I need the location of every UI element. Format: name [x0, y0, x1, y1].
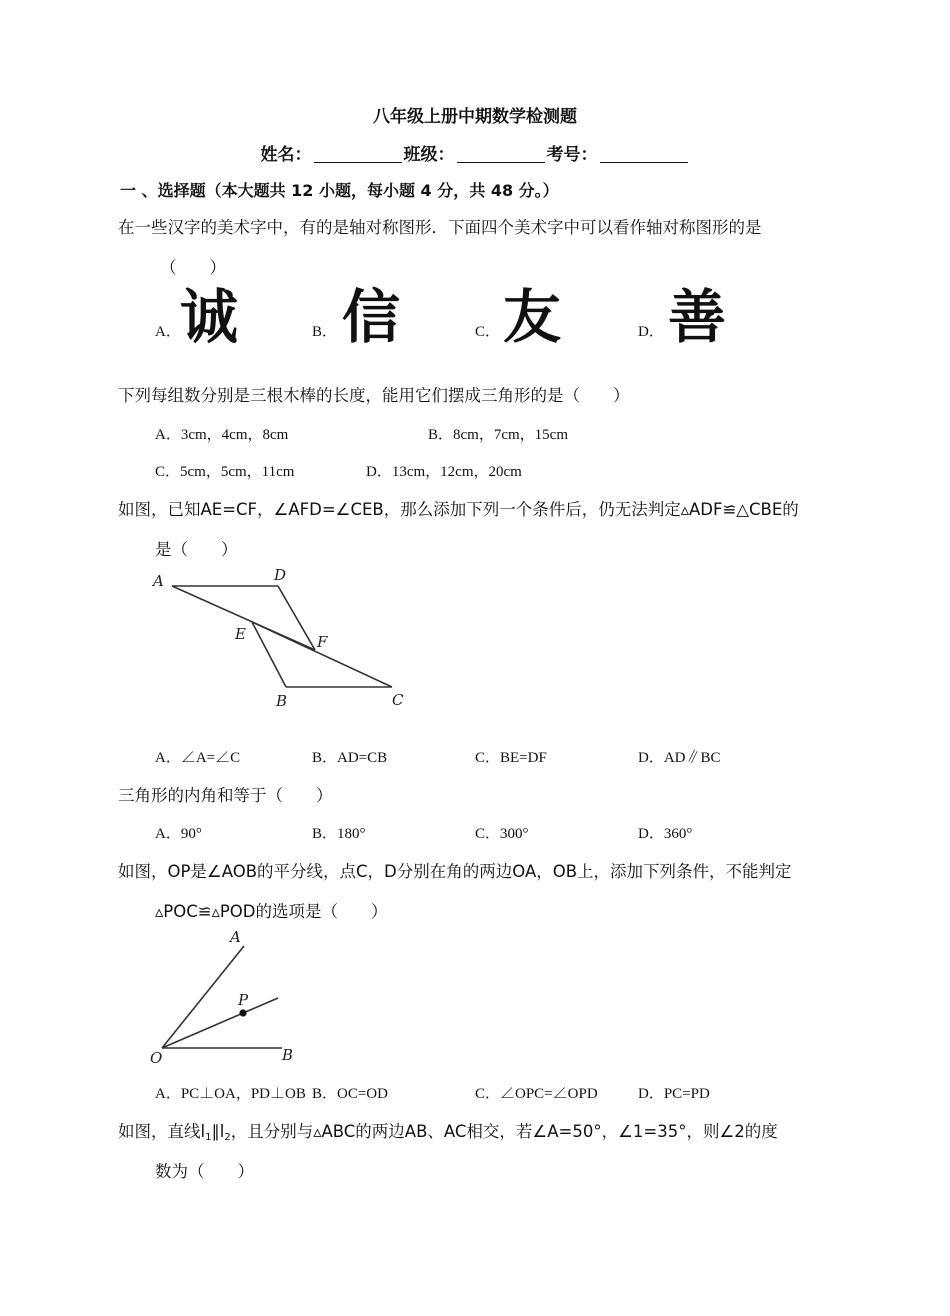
- q5-option-b: B．OC=OD: [312, 1086, 388, 1102]
- q4-option-b: B．180°: [312, 826, 366, 842]
- q2-option-d: D．13cm，12cm，20cm: [366, 464, 522, 480]
- q5-option-d: D．PC=PD: [638, 1086, 710, 1102]
- ray-oa: [162, 946, 244, 1048]
- class-label: 班级：: [403, 145, 455, 165]
- segment-eb: [252, 622, 286, 687]
- q1-option-d-glyph: 善: [668, 283, 727, 351]
- q1-option-a-label: A．: [155, 324, 181, 340]
- label-a: A: [153, 572, 164, 590]
- class-blank[interactable]: [457, 146, 545, 163]
- q3-stem-line2: 是（ ）: [155, 540, 238, 559]
- q2-option-c: C．5cm，5cm，11cm: [155, 464, 295, 480]
- point-p: [239, 1009, 246, 1016]
- q1-option-b-label: B．: [312, 324, 338, 340]
- label-f: F: [317, 633, 328, 651]
- q5-figure: [148, 926, 308, 1068]
- q6-stem-part2: ∥l: [211, 1122, 225, 1141]
- q3-option-d: D．AD∥BC: [638, 750, 721, 766]
- q3-figure: [150, 562, 420, 712]
- q3-option-b: B．AD=CB: [312, 750, 388, 766]
- label-c: C: [392, 691, 404, 709]
- segment-df: [278, 586, 315, 650]
- q4-option-d: D．360°: [638, 826, 693, 842]
- student-info-line: [0, 140, 950, 165]
- q3-stem-line1: 如图，已知AE=CF，∠AFD=∠CEB，那么添加下列一个条件后，仍无法判定▵ADF≌△CBE的: [118, 500, 799, 519]
- page-title: 八年级上册中期数学检测题: [373, 107, 577, 127]
- exam-no-blank[interactable]: [600, 146, 688, 163]
- name-label: 姓名：: [260, 145, 312, 165]
- label-a: A: [230, 928, 241, 946]
- q1-option-d-label: D．: [638, 324, 664, 340]
- q1-stem-line2: （ ）: [160, 258, 226, 277]
- label-b: B: [276, 692, 288, 710]
- q1-option-c-label: C．: [475, 324, 501, 340]
- q6-stem-line2: 数为（ ）: [155, 1162, 254, 1181]
- section-heading: 一 、选择题（本大题共 12 小题，每小题 4 分，共 48 分。）: [120, 181, 559, 200]
- segment-ec: [252, 622, 392, 687]
- exam-no-label: 考号：: [546, 145, 598, 165]
- q6-sub2: 2: [224, 1132, 231, 1143]
- label-b: B: [282, 1046, 294, 1064]
- name-blank[interactable]: [314, 146, 402, 163]
- label-d: D: [274, 566, 287, 584]
- q3-option-a: A．∠A=∠C: [155, 750, 241, 766]
- q4-option-a: A．90°: [155, 826, 202, 842]
- label-e: E: [235, 625, 246, 643]
- q1-option-c-glyph: 友: [503, 283, 562, 351]
- q1-option-b-glyph: 信: [342, 283, 401, 351]
- q1-option-a-glyph: 诚: [180, 283, 239, 351]
- q6-stem-part3: ，且分别与▵ABC的两边AB、AC相交，若∠A=50°，∠1=35°，则∠2的度: [230, 1122, 778, 1141]
- q6-stem-line1: [118, 1118, 778, 1143]
- label-p: P: [238, 991, 249, 1009]
- q5-stem-line1: 如图，OP是∠AOB的平分线，点C，D分别在角的两边OA，OB上，添加下列条件，不能判定: [118, 862, 792, 881]
- q5-option-a: A．PC⊥OA，PD⊥OB: [155, 1086, 306, 1102]
- label-o: O: [150, 1049, 163, 1067]
- q3-option-c: C．BE=DF: [475, 750, 547, 766]
- q6-sub1: 1: [205, 1132, 212, 1143]
- q2-option-b: B．8cm，7cm，15cm: [428, 427, 568, 443]
- q5-option-c: C．∠OPC=∠OPD: [475, 1086, 598, 1102]
- q6-stem-part1: 如图，直线l: [118, 1122, 206, 1141]
- ray-op: [162, 998, 278, 1048]
- q5-stem-line2: ▵POC≌▵POD的选项是（ ）: [155, 902, 388, 921]
- q2-option-a: A．3cm，4cm，8cm: [155, 427, 289, 443]
- q4-option-c: C．300°: [475, 826, 529, 842]
- q2-stem: 下列每组数分别是三根木棒的长度，能用它们摆成三角形的是（ ）: [118, 386, 630, 405]
- q1-stem-line1: 在一些汉字的美术字中，有的是轴对称图形．下面四个美术字中可以看作轴对称图形的是: [118, 218, 762, 237]
- q4-stem: 三角形的内角和等于（ ）: [118, 786, 333, 805]
